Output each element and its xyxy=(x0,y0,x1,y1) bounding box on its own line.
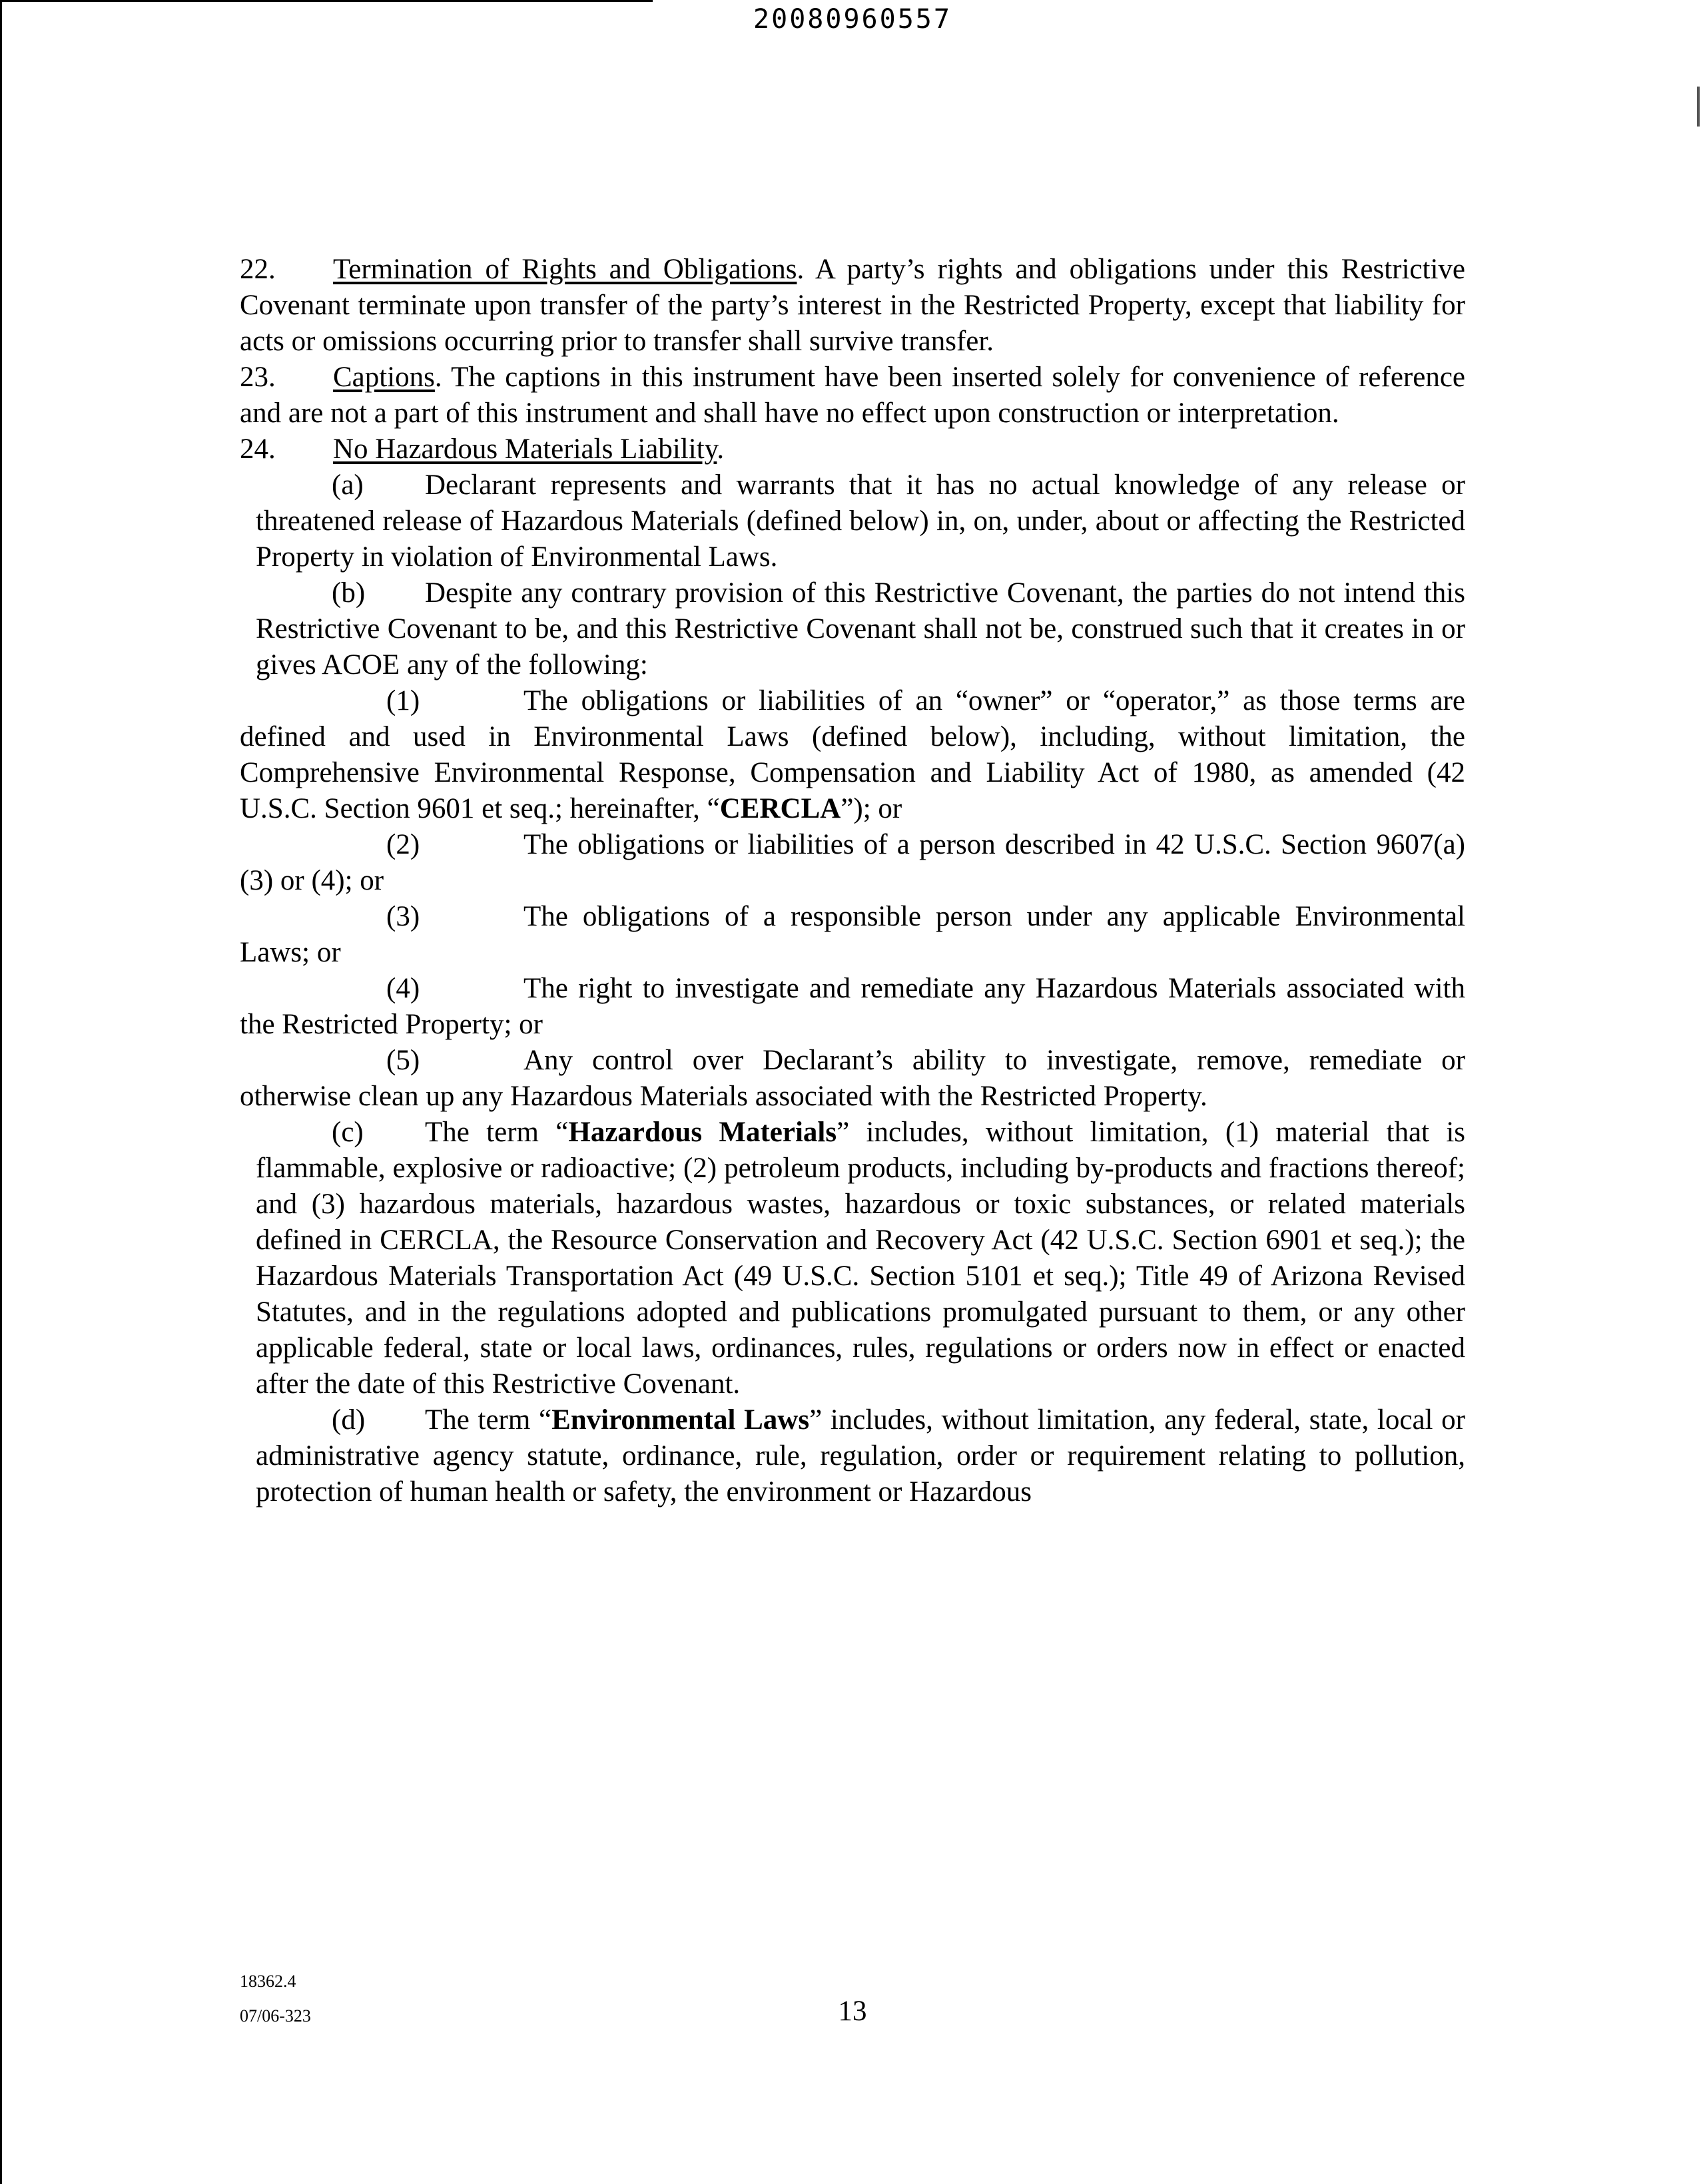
section-heading: Captions xyxy=(333,362,435,393)
subsection-label: (d) xyxy=(332,1404,366,1436)
document-number: 20080960557 xyxy=(753,4,952,35)
item-text: The obligations or liabilities of an “owner” or “operator,” as those terms are defined and used in Environmental Laws (defined below), including, without limitation, the Comprehensive Environmental Response, Compensation and Liability Act of 1980, as amended (42 U.S.C. Section 9601 et seq.; hereinafter, “ xyxy=(240,685,1465,824)
section-23 xyxy=(240,360,1465,431)
item-3 xyxy=(240,899,1465,971)
item-label: (4) xyxy=(386,973,420,1004)
section-number: 24. xyxy=(240,433,276,465)
subsection-text: The term “ xyxy=(425,1117,569,1148)
item-text: The obligations of a responsible person under any applicable Environmental Laws; or xyxy=(240,901,1465,968)
section-number: 23. xyxy=(240,362,276,393)
subsection-d xyxy=(240,1402,1465,1510)
scan-edge-top xyxy=(0,0,653,2)
subsection-text: Declarant represents and warrants that it has no actual knowledge of any release or threatened release of Hazardous Materials (defined below) in, on, under, about or affecting the Restricted Property in violation of Environmental Laws. xyxy=(256,469,1465,573)
section-heading: No Hazardous Materials Liability xyxy=(333,433,717,465)
subsection-a xyxy=(240,467,1465,575)
page-number: 13 xyxy=(838,1996,867,2027)
item-label: (3) xyxy=(386,901,420,932)
subsection-text-end: ” includes, without limitation, (1) material that is flammable, explosive or radioactive; (2) petroleum products, including by-products and fractions thereof; and (3) hazardous materials, hazardous wastes, hazardous or toxic substances, or related materials defined in CERCLA, the Resource Conservation and Recovery Act (42 U.S.C. Section 6901 et seq.); the Hazardous Materials Transportation Act (49 U.S.C. Section 5101 et seq.); Title 49 of Arizona Revised Statutes, and in the regulations adopted and publications promulgated pursuant to them, or any other applicable federal, state or local laws, ordinances, rules, regulations or orders now in effect or enacted after the date of this Restrictive Covenant. xyxy=(256,1117,1466,1400)
subsection-c xyxy=(240,1115,1465,1402)
item-text: The right to investigate and remediate any Hazardous Materials associated with the Restricted Property; or xyxy=(240,973,1465,1040)
item-text: Any control over Declarant’s ability to investigate, remove, remediate or otherwise clean up any Hazardous Materials associated with the Restricted Property. xyxy=(240,1045,1465,1112)
section-text: . A party’s rights and obligations under this Restrictive Covenant terminate upon transfer of the party’s interest in the Restricted Property, except that liability for acts or omissions occurring prior to transfer shall survive transfer. xyxy=(240,254,1465,357)
subsection-text-end: ” includes, without limitation, any federal, state, local or administrative agency statute, ordinance, rule, regulation, order or requirement relating to pollution, protection of human health or safety, the environment or Hazardous xyxy=(256,1404,1465,1507)
page-body xyxy=(240,252,1465,1510)
footer-file-code: 07/06-323 xyxy=(240,2006,311,2026)
scan-edge-left xyxy=(0,0,2,2184)
defined-term: Environmental Laws xyxy=(551,1404,810,1436)
item-label: (2) xyxy=(386,829,420,860)
section-heading: Termination of Rights and Obligations xyxy=(333,254,797,285)
item-label: (5) xyxy=(386,1045,420,1076)
item-text: The obligations or liabilities of a person described in 42 U.S.C. Section 9607(a)(3) or (4); or xyxy=(240,829,1465,896)
item-5 xyxy=(240,1043,1465,1115)
subsection-label: (a) xyxy=(332,469,364,501)
section-22 xyxy=(240,252,1465,360)
subsection-text: The term “ xyxy=(425,1404,552,1436)
defined-term: CERCLA xyxy=(719,793,841,824)
item-label: (1) xyxy=(386,685,420,716)
item-text-end: ”); or xyxy=(841,793,902,824)
scan-mark-right xyxy=(1697,87,1700,127)
item-1 xyxy=(240,683,1465,827)
section-number: 22. xyxy=(240,254,276,285)
subsection-text: Despite any contrary provision of this Restrictive Covenant, the parties do not intend this Restrictive Covenant to be, and this Restrictive Covenant shall not be, construed such that it creates in or gives ACOE any of the following: xyxy=(256,577,1465,681)
defined-term: Hazardous Materials xyxy=(568,1117,837,1148)
footer-doc-code: 18362.4 xyxy=(240,1972,296,1991)
subsection-b xyxy=(240,575,1465,683)
section-heading-tail: . xyxy=(717,433,725,465)
subsection-label: (c) xyxy=(332,1117,364,1148)
item-2 xyxy=(240,827,1465,899)
section-24 xyxy=(240,431,1465,467)
section-text: . The captions in this instrument have been inserted solely for convenience of reference and are not a part of this instrument and shall have no effect upon construction or interpretation. xyxy=(240,362,1465,429)
subsection-label: (b) xyxy=(332,577,366,609)
item-4 xyxy=(240,971,1465,1043)
